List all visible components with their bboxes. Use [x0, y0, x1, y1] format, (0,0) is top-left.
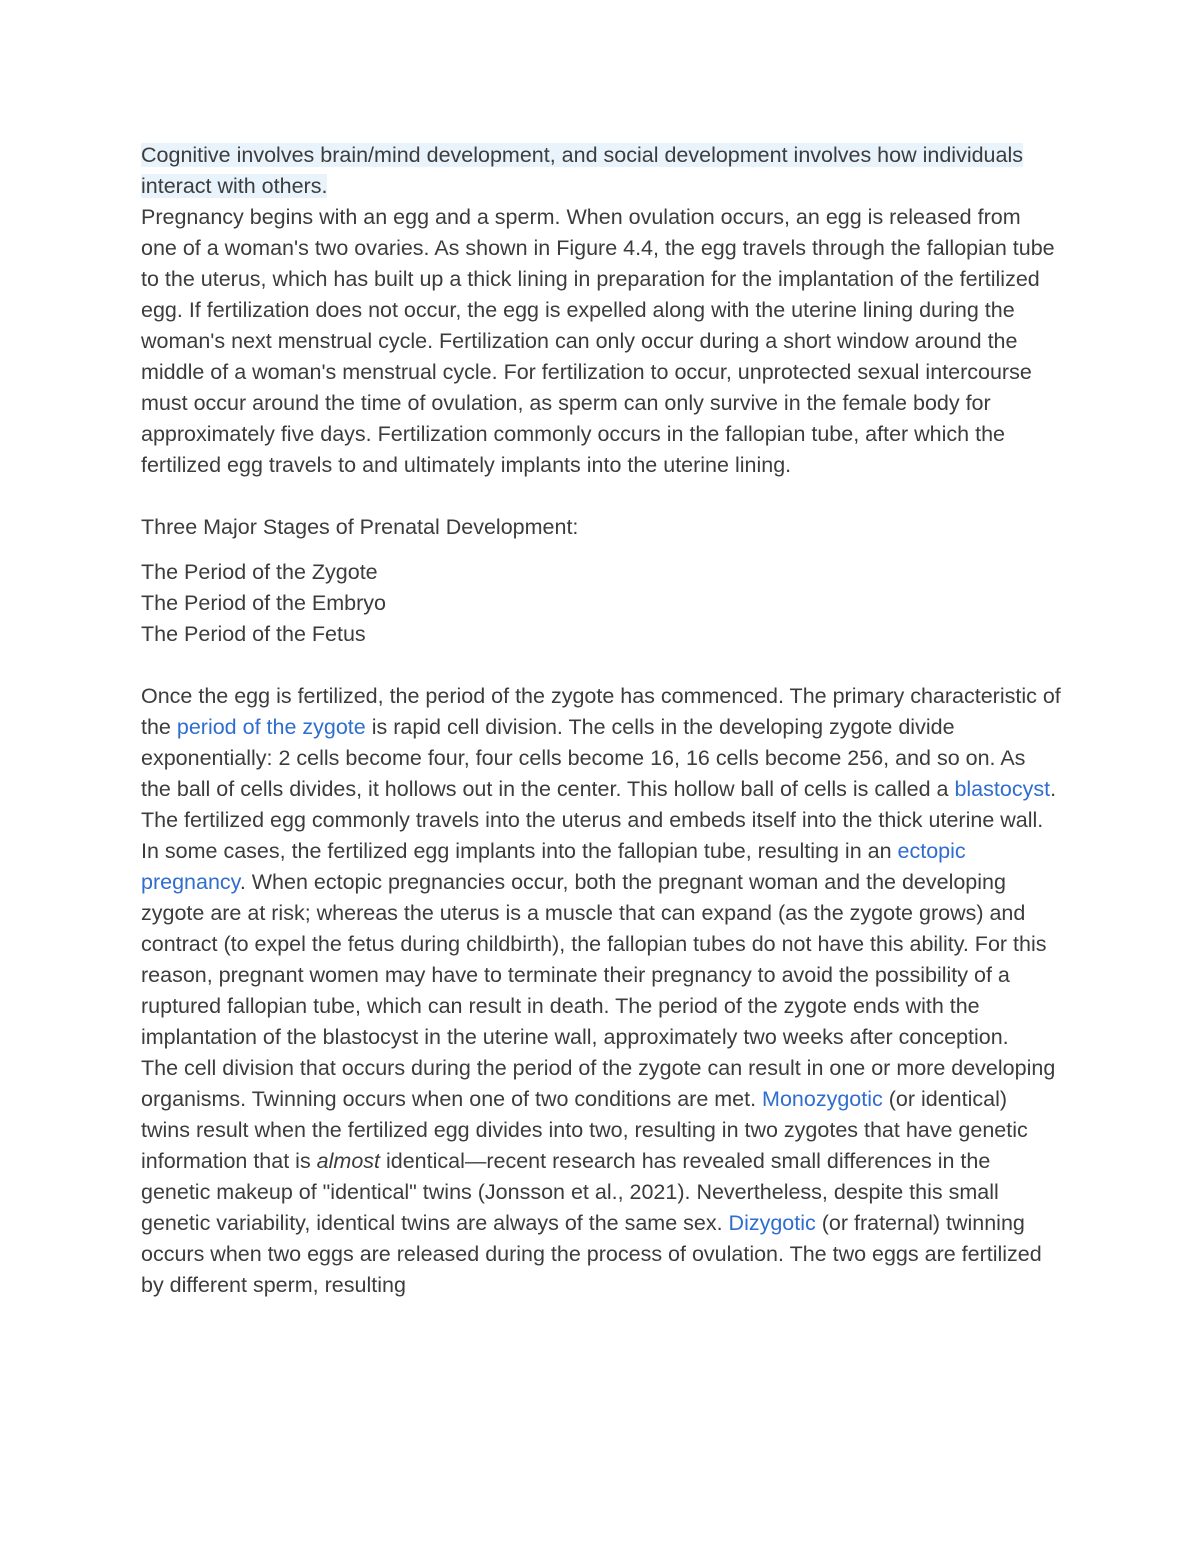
- stages-list: [141, 557, 1061, 650]
- pregnancy-paragraph: Pregnancy begins with an egg and a sperm. When ovulation occurs, an egg is released from one of a woman's two ovaries. As shown in Figure 4.4, the egg travels through the fallopian tube to the uterus, which has built up a thick lining in preparation for the implantation of the fertilized egg. If fertilization does not occur, the egg is expelled along with the uterine lining during the woman's next menstrual cycle. Fertilization can only occur during a short window around the middle of a woman's menstrual cycle. For fertilization to occur, unprotected sexual intercourse must occur around the time of ovulation, as sperm can only survive in the female body for approximately five days. Fertilization commonly occurs in the fallopian tube, after which the fertilized egg travels to and ultimately implants into the uterine lining.: [141, 205, 1055, 477]
- document-page: [141, 140, 1061, 1301]
- emphasis-text: almost: [316, 1149, 380, 1173]
- intro-paragraph: [141, 140, 1061, 202]
- stages-heading: Three Major Stages of Prenatal Development:: [141, 515, 579, 539]
- text-run: The cell division that occurs during the period of the zygote can result in one or more developing organisms. Twinning occurs when one of two conditions are met.: [141, 1056, 1056, 1111]
- dizygotic-link[interactable]: Dizygotic: [728, 1211, 816, 1235]
- text-run: Once the egg is fertilized, the period of the zygote has commenced. The primary characteristic of the: [141, 684, 1061, 739]
- text-run: (or fraternal) twinning occurs when two eggs are released during the process of ovulation. The two eggs are fertilized by different sperm, resulting: [141, 1211, 1042, 1297]
- ectopic-pregnancy-link[interactable]: ectopic pregnancy: [141, 839, 966, 894]
- monozygotic-link[interactable]: Monozygotic: [762, 1087, 883, 1111]
- text-run: is rapid cell division. The cells in the developing zygote divide exponentially: 2 cells become four, four cells become 16, 16 cells become 256, and so on. As the ball of cells divides, it hollows out in the center. This hollow ball of cells is called a: [141, 715, 1026, 801]
- text-run: (or identical) twins result when the fertilized egg divides into two, resulting in two zygotes that have genetic information that is: [141, 1087, 1028, 1173]
- period-of-zygote-link[interactable]: period of the zygote: [176, 715, 366, 739]
- zygote-paragraph: [141, 681, 1061, 1053]
- highlighted-text: Cognitive involves brain/mind development, and social development involves how individuals interact with others.: [141, 143, 1023, 198]
- text-run: . The fertilized egg commonly travels into the uterus and embeds itself into the thick uterine wall. In some cases, the fertilized egg implants into the fallopian tube, resulting in an: [141, 777, 1057, 863]
- stage-item-fetus: The Period of the Fetus: [141, 622, 366, 646]
- stage-item-zygote: The Period of the Zygote: [141, 560, 378, 584]
- text-run: identical—recent research has revealed small differences in the genetic makeup of "identical" twins (Jonsson et al., 2021). Nevertheless, despite this small genetic variability, identical twins are always of the same sex.: [141, 1149, 999, 1235]
- blastocyst-link[interactable]: blastocyst: [954, 777, 1051, 801]
- stage-item-embryo: The Period of the Embryo: [141, 591, 386, 615]
- twinning-paragraph: [141, 1053, 1061, 1301]
- text-run: . When ectopic pregnancies occur, both the pregnant woman and the developing zygote are at risk; whereas the uterus is a muscle that can expand (as the zygote grows) and contract (to expel the fetus during childbirth), the fallopian tubes do not have this ability. For this reason, pregnant women may have to terminate their pregnancy to avoid the possibility of a ruptured fallopian tube, which can result in death. The period of the zygote ends with the implantation of the blastocyst in the uterine wall, approximately two weeks after conception.: [141, 870, 1047, 1049]
